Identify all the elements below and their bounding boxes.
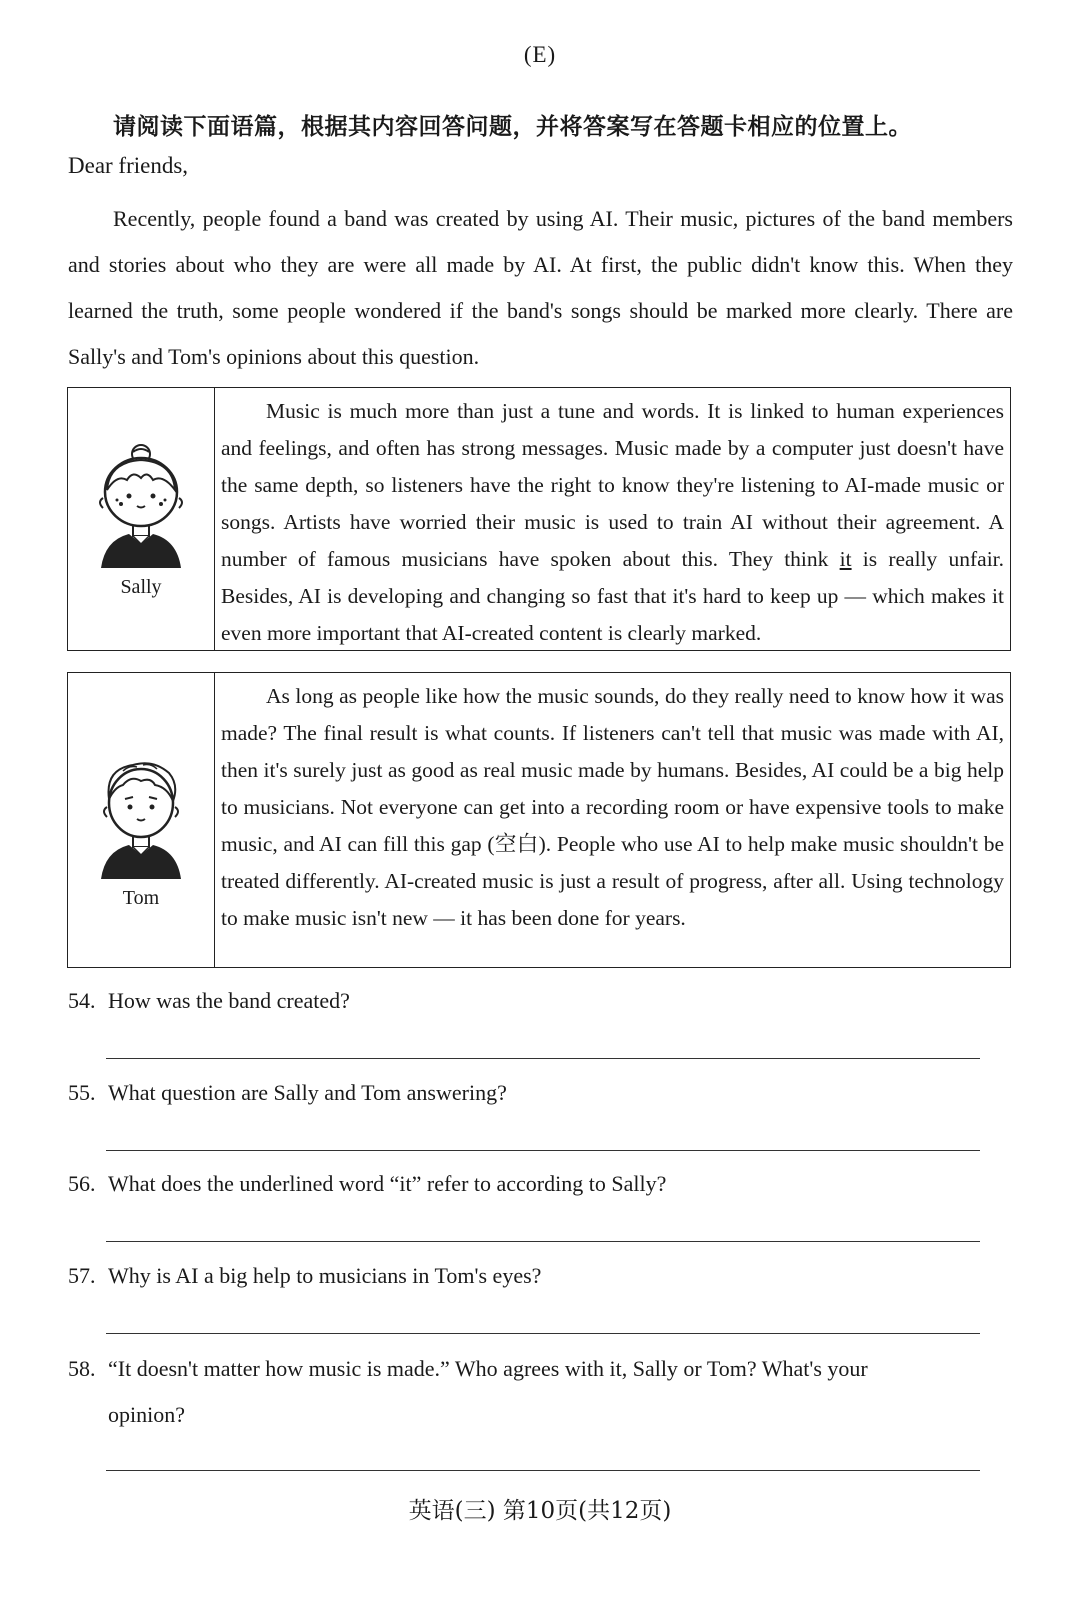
intro-paragraph: Recently, people found a band was created by using AI. Their music, pictures of the band members and stories about who they are were all made by AI. At first, the public didn't know this. When they learned the truth, some people wondered if the band's songs should be marked more clearly. There are Sally's and Tom's opinions about this question.	[68, 206, 1013, 369]
question-text: What question are Sally and Tom answering?	[108, 1080, 507, 1105]
question-55	[68, 1080, 1013, 1106]
question-text: Why is AI a big help to musicians in Tom's eyes?	[108, 1263, 542, 1288]
sally-opinion-box	[67, 387, 1011, 651]
question-number: 54.	[68, 988, 96, 1013]
question-number: 58.	[68, 1356, 96, 1381]
sally-name: Sally	[120, 575, 162, 598]
tom-opinion-box	[67, 672, 1011, 968]
question-number: 55.	[68, 1080, 96, 1105]
question-57	[68, 1263, 1013, 1289]
instruction: 请阅读下面语篇，根据其内容回答问题，并将答案写在答题卡相应的位置上。	[113, 114, 912, 140]
sally-text-part1: Music is much more than just a tune and words. It is linked to human experiences and feelings, and often has strong messages. Music made by a computer just doesn't have the same depth, so listeners have the right to know they're listening to AI-made music or songs. Artists have worried their music is used to train AI without their agreement. A number of famous musicians have spoken about this. They think	[221, 399, 1004, 571]
answer-line-58[interactable]	[106, 1470, 980, 1471]
question-58	[68, 1346, 1013, 1438]
salutation: Dear friends,	[68, 153, 189, 178]
girl-avatar-icon	[93, 440, 189, 570]
answer-line-57[interactable]	[106, 1333, 980, 1334]
sally-text-part2: is really unfair. Besides, AI is developing and changing so fast that it's hard to keep up — which makes it even more important that AI-created content is clearly marked.	[221, 547, 1005, 645]
page-footer: 英语(三) 第10页(共12页)	[408, 1498, 672, 1524]
section-label: (E)	[523, 42, 557, 67]
question-text: How was the band created?	[108, 988, 350, 1013]
answer-line-55[interactable]	[106, 1150, 980, 1151]
question-number: 57.	[68, 1263, 96, 1288]
answer-line-56[interactable]	[106, 1241, 980, 1242]
tom-portrait-cell	[68, 673, 215, 967]
tom-opinion-text: As long as people like how the music sounds, do they really need to know how it was made? The final result is what counts. If listeners can't tell that music was made with AI, then it's surely just as good as real music made by humans. Besides, AI could be a big help to musicians. Not everyone can get into a recording room or have expensive tools to make music, and AI can fill this gap (空白). People who use AI to help make music shouldn't be treated differently. AI-created music is just a result of progress, after all. Using technology to make music isn't new — it has been done for years.	[221, 684, 1004, 930]
sally-portrait-cell	[68, 388, 215, 650]
question-54	[68, 988, 1013, 1014]
question-text: What does the underlined word “it” refer to according to Sally?	[108, 1171, 667, 1196]
question-text-line2: opinion?	[108, 1402, 185, 1427]
question-number: 56.	[68, 1171, 96, 1196]
answer-line-54[interactable]	[106, 1058, 980, 1059]
sally-opinion-text	[215, 388, 1010, 650]
question-text-line1: “It doesn't matter how music is made.” Who agrees with it, Sally or Tom? What's your	[108, 1356, 868, 1381]
tom-name: Tom	[122, 886, 160, 909]
boy-avatar-icon	[93, 751, 189, 881]
question-56	[68, 1171, 1013, 1197]
underlined-it: it	[839, 547, 852, 571]
